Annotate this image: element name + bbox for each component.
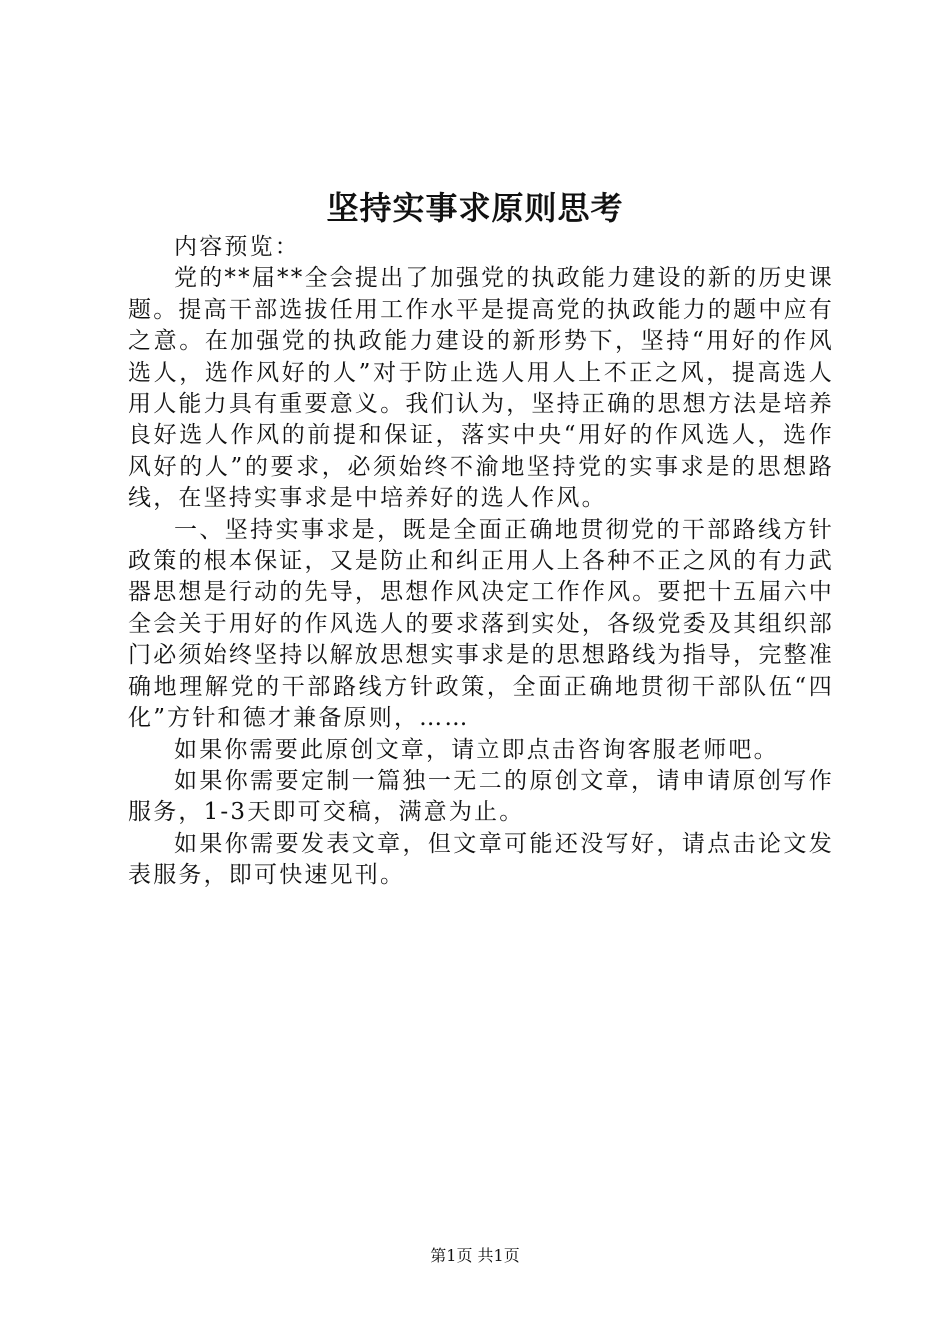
document-title: 坚持实事求原则思考 <box>326 189 624 227</box>
paragraph-contact-service: 如果你需要此原创文章，请立即点击咨询客服老师吧。 <box>174 736 779 763</box>
paragraph-intro: 党的**届**全会提出了加强党的执政能力建设的新的历史课题。提高干部选拔任用工作水平是提高党的执政能力的题中应有之意。在加强党的执政能力建设的新形势下，坚持“用好的作风选人，选作风好的人”对于防止选人用人上不正之风，提高选人用人能力具有重要意义。我们认为，坚持正确的思想方法是培养良好选人作风的前提和保证，落实中央“用好的作风选人，选作风好的人”的要求，必须始终不渝地坚持党的实事求是的思想路线，在坚持实事求是中培养好的选人作风。 <box>128 265 834 512</box>
paragraph-custom-writing: 如果你需要定制一篇独一无二的原创文章，请申请原创写作服务，1-3天即可交稿，满意为止。 <box>128 767 834 826</box>
page-number-footer: 第1页 共1页 <box>430 1246 520 1265</box>
document-body <box>128 232 834 892</box>
paragraph-publishing-service: 如果你需要发表文章，但文章可能还没写好，请点击论文发表服务，即可快速见刊。 <box>128 830 834 889</box>
paragraph-section-one: 一、坚持实事求是，既是全面正确地贯彻党的干部路线方针政策的根本保证，又是防止和纠正用人上各种不正之风的有力武器思想是行动的先导，思想作风决定工作作风。要把十五届六中全会关于用好的作风选人的要求落到实处，各级党委及其组织部门必须始终坚持以解放思想实事求是的思想路线为指导，完整准确地理解党的干部路线方针政策，全面正确地贯彻干部队伍“四化”方针和德才兼备原则，…… <box>128 516 834 732</box>
preview-label: 内容预览： <box>174 234 300 260</box>
